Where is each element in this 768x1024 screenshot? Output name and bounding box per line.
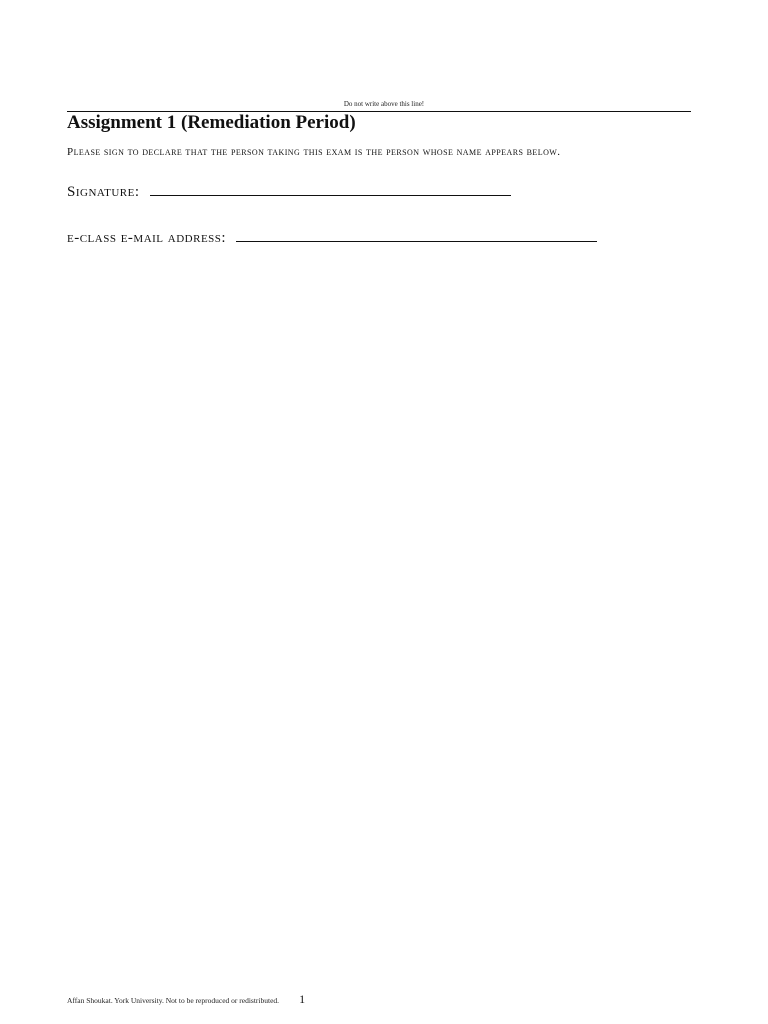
email-label: e-class e-mail address:	[67, 230, 227, 246]
signature-row	[67, 184, 511, 201]
page-number: 1	[299, 992, 306, 1006]
header-note: Do not write above this line!	[343, 100, 425, 108]
email-line[interactable]	[236, 241, 597, 242]
signature-line[interactable]	[150, 195, 511, 196]
page-title: Assignment 1 (Remediation Period)	[67, 112, 356, 133]
email-row	[67, 230, 597, 247]
signature-label: Signature:	[67, 184, 140, 200]
footer-text: Affan Shoukat. York University. Not to be reproduced or redistributed.	[67, 996, 280, 1005]
footer	[67, 992, 305, 1007]
declaration-text: Please sign to declare that the person taking this exam is the person whose name appears below.	[67, 146, 561, 158]
